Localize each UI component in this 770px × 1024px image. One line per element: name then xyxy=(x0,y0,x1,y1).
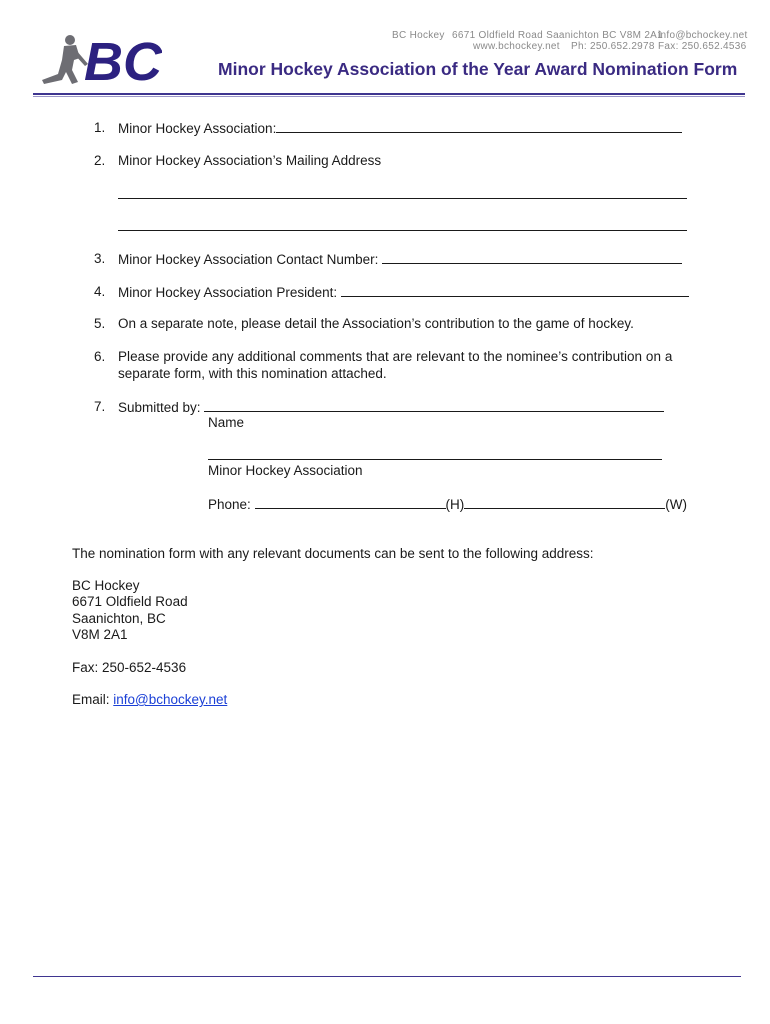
email-link[interactable]: info@bchockey.net xyxy=(113,692,228,707)
item-contact-number xyxy=(118,251,682,268)
work-phone-field[interactable] xyxy=(464,496,665,509)
name-caption: Name xyxy=(208,415,245,430)
bc-hockey-logo-icon xyxy=(36,30,162,88)
item-label: Minor Hockey Association: xyxy=(118,121,277,136)
header-website[interactable]: www.bchockey.net xyxy=(473,41,560,52)
home-phone-field[interactable] xyxy=(255,496,446,509)
address-line: Saanichton, BC xyxy=(72,611,166,626)
item-president xyxy=(118,284,689,301)
mailing-address-line-1[interactable] xyxy=(118,186,687,203)
item-mailing-address: Minor Hockey Association’s Mailing Address xyxy=(118,153,382,168)
item-number: 1. xyxy=(94,120,106,135)
address-line: V8M 2A1 xyxy=(72,627,128,642)
president-field[interactable] xyxy=(341,284,689,297)
item-association xyxy=(118,120,682,137)
item-submitted-by xyxy=(118,399,664,416)
send-instructions: The nomination form with any relevant documents can be sent to the following address: xyxy=(72,546,594,561)
header-rule-thin xyxy=(33,96,745,97)
item-number: 7. xyxy=(94,399,106,414)
address-line: BC Hockey xyxy=(72,578,140,593)
address-line: 6671 Oldfield Road xyxy=(72,594,188,609)
association-name-field[interactable] xyxy=(276,120,682,133)
header-address: 6671 Oldfield Road Saanichton BC V8M 2A1 xyxy=(452,30,664,41)
header-org: BC Hockey xyxy=(392,30,445,41)
item-number: 4. xyxy=(94,284,106,299)
item-label: Submitted by: xyxy=(118,400,205,415)
item-number: 2. xyxy=(94,153,106,168)
submitter-association-field[interactable] xyxy=(208,447,662,464)
header-phone: Ph: 250.652.2978 xyxy=(571,41,655,52)
item-label: Minor Hockey Association President: xyxy=(118,285,341,300)
header-rule xyxy=(33,93,745,95)
mailing-address-line-2[interactable] xyxy=(118,218,687,235)
header-email[interactable]: info@bchockey.net xyxy=(658,30,748,41)
phone-row xyxy=(208,496,687,513)
logo-text: BC xyxy=(84,32,162,88)
item-contribution: On a separate note, please detail the Association’s contribution to the game of hockey. xyxy=(118,316,634,331)
work-label: (W) xyxy=(665,497,688,512)
contact-number-field[interactable] xyxy=(382,251,682,264)
item-comments-cont: separate form, with this nomination attached. xyxy=(118,366,387,381)
association-caption: Minor Hockey Association xyxy=(208,463,363,478)
item-number: 5. xyxy=(94,316,106,331)
item-comments: Please provide any additional comments that are relevant to the nominee’s contribution on a xyxy=(118,349,673,364)
email-label: Email: xyxy=(72,692,114,707)
footer-rule xyxy=(33,976,741,977)
item-label: Minor Hockey Association Contact Number: xyxy=(118,252,383,267)
phone-label: Phone: xyxy=(208,497,255,512)
header-fax: Fax: 250.652.4536 xyxy=(658,41,747,52)
item-number: 3. xyxy=(94,251,106,266)
page-title: Minor Hockey Association of the Year Award Nomination Form xyxy=(218,59,738,79)
fax-number: Fax: 250-652-4536 xyxy=(72,660,187,675)
home-label: (H) xyxy=(445,497,465,512)
email-row xyxy=(72,692,227,708)
submitter-name-field[interactable] xyxy=(204,399,664,412)
item-number: 6. xyxy=(94,349,106,364)
